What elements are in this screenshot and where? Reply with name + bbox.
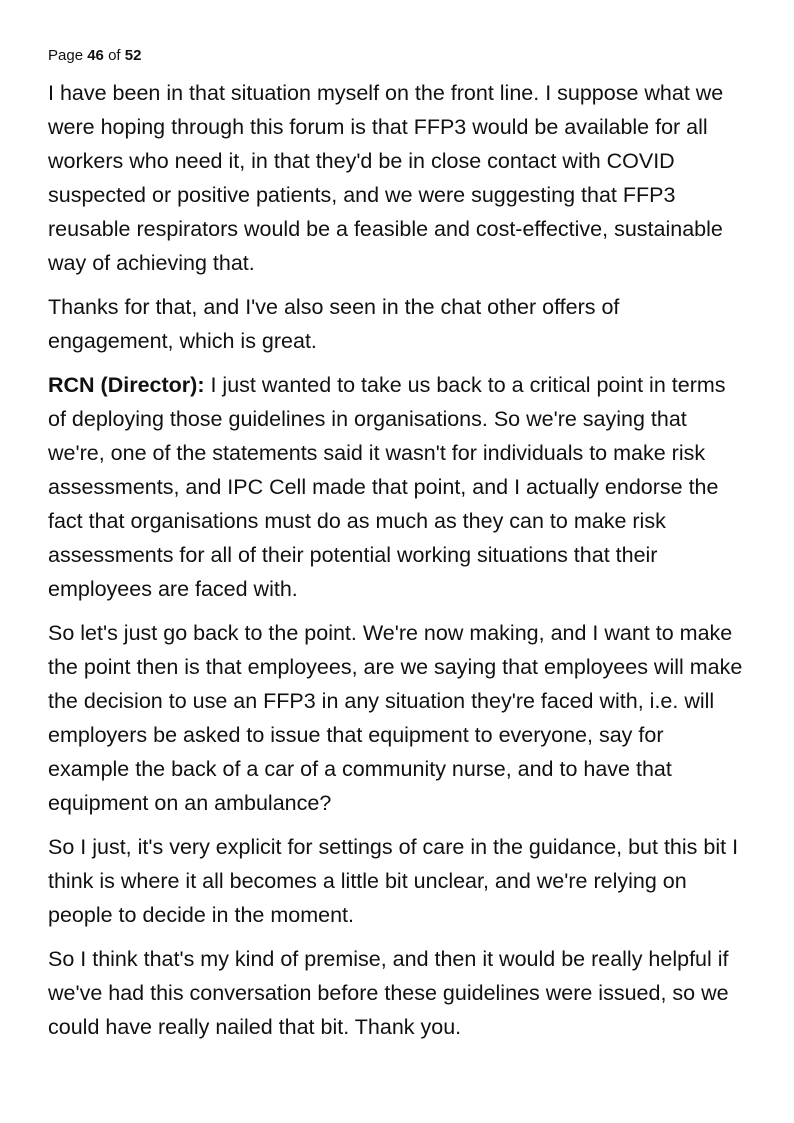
- page-label: Page: [48, 47, 84, 64]
- paragraph-text: So I just, it's very explicit for settings of care in the guidance, but this bit I think is where it all becomes a little bit unclear, and we're relying on people to decide in the moment.: [48, 835, 739, 927]
- paragraph-text: I have been in that situation myself on the front line. I suppose what we were hoping through this forum is that FFP3 would be available for all workers who need it, in that they'd be in close contact with COVID suspected or positive patients, and we were suggesting that FFP3 reusable respirators would be a feasible and cost-effective, sustainable way of achieving that.: [48, 81, 724, 275]
- page-of-label: of: [108, 47, 121, 64]
- transcript-paragraph: [48, 616, 748, 820]
- transcript-paragraph: [48, 76, 748, 280]
- paragraph-text: So let's just go back to the point. We're now making, and I want to make the point then is that employees, are we saying that employees will make the decision to use an FFP3 in any situation they're faced with, i.e. will employers be asked to issue that equipment to everyone, say for example the back of a car of a community nurse, and to have that equipment on an ambulance?: [48, 621, 743, 815]
- paragraph-text: Thanks for that, and I've also seen in the chat other offers of engagement, which is great.: [48, 295, 620, 353]
- transcript-paragraph: [48, 368, 748, 606]
- transcript-paragraph: [48, 830, 748, 932]
- paragraph-text: I just wanted to take us back to a critical point in terms of deploying those guidelines in organisations. So we're saying that we're, one of the statements said it wasn't for individuals to make risk assessments, and IPC Cell made that point, and I actually endorse the fact that organisations must do as much as they can to make risk assessments for all of their potential working situations that their employees are faced with.: [48, 373, 726, 601]
- total-pages-number: 52: [124, 47, 142, 64]
- paragraph-text: So I think that's my kind of premise, and then it would be really helpful if we've had this conversation before these guidelines were issued, so we could have really nailed that bit. Thank you.: [48, 947, 729, 1039]
- page-number-indicator: [48, 44, 748, 68]
- speaker-name: RCN (Director):: [48, 373, 205, 397]
- transcript-paragraph: [48, 942, 748, 1044]
- document-page: [48, 44, 748, 1054]
- transcript-paragraph: [48, 290, 748, 358]
- current-page-number: 46: [87, 47, 104, 64]
